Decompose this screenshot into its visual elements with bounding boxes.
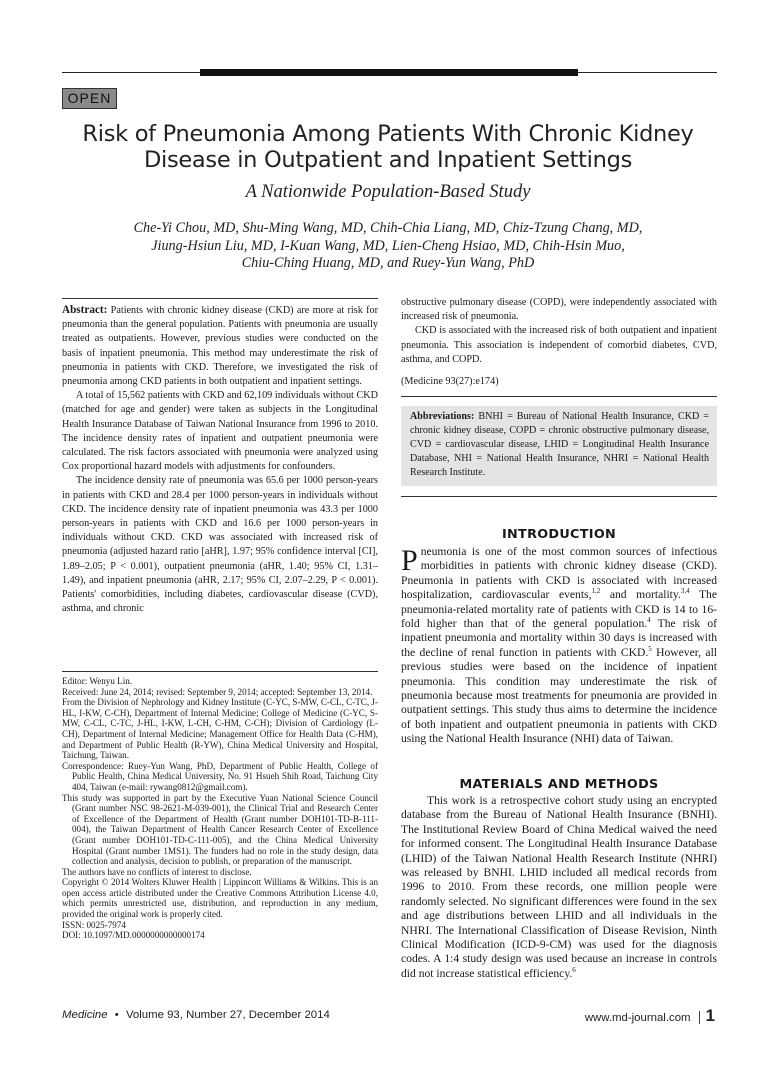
intro-text-b: and mortality. <box>600 588 681 602</box>
open-access-badge: OPEN <box>62 88 117 109</box>
abstract-top-rule <box>62 298 378 299</box>
abstract-text-1: Patients with chronic kidney disease (CKD) are more at risk for pneumonia than the general population. Patients with pneumonia are usually treated as outpatients. However, previous studies were conducted on the basis of inpatient pneumonia. This method may underestimate the risk of pneumonia in patients with CKD. Therefore, we investigated the risk of pneumonia among CKD patients in both outpatient and inpatient settings. <box>62 305 378 388</box>
abstract-paragraph-5: CKD is associated with the increased risk of both outpatient and inpatient pneumonia. This association is independent of comorbid diabetes, CVD, asthma, and COPD. <box>401 325 717 365</box>
footer-bullet: • <box>114 1009 119 1021</box>
abstract-label: Abstract: <box>62 304 108 316</box>
abstract-continued <box>401 296 717 389</box>
journal-name: Medicine <box>62 1009 108 1021</box>
article-title <box>40 121 736 173</box>
ref-1-2[interactable]: 1,2 <box>591 587 601 596</box>
issn-note: ISSN: 0025-7974 <box>62 919 126 930</box>
drop-cap: P <box>401 544 418 577</box>
introduction-heading: INTRODUCTION <box>501 527 617 542</box>
abstract-paragraph-2: A total of 15,562 patients with CKD and 62,109 individuals without CKD (matched for age and gender) were taken as subjects in the Longitudinal Health Insurance Database of Taiwan National Insurance from 1996 to 2010. The incidence density rates of inpatient and outpatient pneumonia were calculated. The risk factors associated with pneumonia were analyzed using Cox proportional hazard models with adjustments for confounders. <box>62 390 378 473</box>
footnote-rule <box>62 671 378 672</box>
page-number: 1 <box>705 1006 715 1025</box>
ref-3-4[interactable]: 3,4 <box>680 587 690 596</box>
page-footer-right <box>585 1006 715 1026</box>
methods-heading: MATERIALS AND METHODS <box>459 777 659 792</box>
issue-info: Volume 93, Number 27, December 2014 <box>125 1009 330 1021</box>
author-list <box>60 220 716 273</box>
ref-5[interactable]: 5 <box>648 644 652 653</box>
copyright-note: Copyright © 2014 Wolters Kluwer Health | Lippincott Williams & Wilkins. This is an open access article distributed under the Creative Commons Attribution License 4.0, which permits unrestricted use, distribution, and reproduction in any medium, provided the original work is properly cited. <box>62 877 378 920</box>
ref-4[interactable]: 4 <box>647 616 651 625</box>
correspondence-note: Correspondence: Ruey-Yun Wang, PhD, Department of Public Health, College of Public Health, China Medical University, No. 91 Hsueh Shih Road, Taichung City 404, Taiwan (e-mail: rywang0812@gmail.com). <box>62 760 378 792</box>
abbreviations-list: BNHI = Bureau of National Health Insurance, CKD = chronic kidney disease, COPD = chronic obstructive pulmonary disease, CVD = cardiovascular disease, LHID = Longitudinal Health Insurance Database, NHI = National Health Insurance, NHRI = National Health Research Institute. <box>410 411 709 478</box>
methods-text: This work is a retrospective cohort study using an encrypted database from the Bureau of National Health Insurance (BNHI). The Institutional Review Board of China Medical waived the need for informed consent. The Longitudinal Health Insurance Database (LHID) of the Taiwan National Health Research Institute (NHRI) was released by BNHI. LHID included all medical records from 1996 to 2010. From these records, one million people were randomly selected. No significant differences were found in the sex and age distributions between LHID and all individuals in the NHRI. The International Classification of Disease Revision, Ninth Clinical Modification (ICD-9-CM) was used for the diagnosis codes. A 1:4 study design was used because an increase in controls did not increase statistical efficiency. <box>401 794 717 980</box>
abstract-paragraph-1 <box>62 303 378 389</box>
intro-text-c: The pneumonia-related mortality rate of patients with CKD is 14 to 16-fold higher than that of the general population. <box>401 588 717 631</box>
methods-paragraph <box>401 794 717 981</box>
funding-note: This study was supported in part by the Executive Yuan National Science Council (Grant number NSC 98-2621-M-039-001), the Clinical Trial and Research Center of Excellence of the Department of Health (Grant number DOH101-TD-B-111-004), the Taiwan Department of Health Cancer Research Center of Excellence (Grant number DOH101-TD-C-111-005), and the China Medical University Hospital (Grant number 1MS1). The funders had no role in the study design, data collection and analysis, decision to publish, or preparation of the manuscript. <box>62 792 378 867</box>
authors-line-1: Che-Yi Chou, MD, Shu-Ming Wang, MD, Chih-Chia Liang, MD, Chiz-Tzung Chang, MD, <box>133 220 643 236</box>
intro-text-e: However, all previous studies were based on the incidence of inpatient pneumonia. This condition may underestimate the risk of pneumonia because most treatments for pneumonia are provided in outpatient settings. This study thus aims to determine the incidence of both inpatient and outpatient pneumonia in patients with CKD using the National Health Insurance (NHI) data of Taiwan. <box>401 645 718 746</box>
conflicts-note: The authors have no conflicts of interest to disclose. <box>62 866 252 877</box>
doi-note: DOI: 10.1097/MD.0000000000000174 <box>62 930 205 941</box>
header-bar <box>200 69 578 76</box>
editor-note: Editor: Wenyu Lin. <box>62 676 133 686</box>
footnotes <box>62 676 378 941</box>
abstract-paragraph-4: obstructive pulmonary disease (COPD), were independently associated with increased risk of pneumonia. <box>401 297 717 323</box>
abstract-bottom-rule <box>401 396 717 397</box>
abbreviations-text <box>401 406 717 480</box>
title-line-2: Disease in Outpatient and Inpatient Settings <box>143 147 632 173</box>
received-note: Received: June 24, 2014; revised: September 9, 2014; accepted: September 13, 2014. <box>62 686 373 697</box>
introduction-body <box>401 545 717 747</box>
abstract-citation: (Medicine 93(27):e174) <box>401 376 499 388</box>
ref-6[interactable]: 6 <box>572 966 576 975</box>
article-subtitle: A Nationwide Population-Based Study <box>245 182 531 202</box>
methods-body <box>401 794 717 981</box>
authors-line-2: Jiung-Hsiun Liu, MD, I-Kuan Wang, MD, Lien-Cheng Hsiao, MD, Chih-Hsin Muo, <box>151 237 625 254</box>
title-line-1: Risk of Pneumonia Among Patients With Chronic Kidney <box>82 121 694 147</box>
abstract-paragraph-3: The incidence density rate of pneumonia was 65.6 per 1000 person-years in patients with CKD and 28.4 per 1000 person-years in individuals without CKD. The incidence density rate of inpatient pneumonia was 43.3 per 1000 person-years in patients with CKD and 16.6 per 1000 person-years in individuals without CKD. CKD was associated with increased risk of pneumonia (adjusted hazard ratio [aHR], 1.97; 95% confidence interval [CI], 1.89–2.05; P < 0.001), outpatient pneumonia (aHR, 1.40; 95% CI, 1.31–1.49), and inpatient pneumonia (aHR, 2.17; 95% CI, 2.07–2.29, P < 0.001). Patients' comorbidities, including diabetes, cardiovascular disease (CVD), asthma, and chronic <box>62 475 378 615</box>
abbreviations-bottom-rule <box>401 496 717 497</box>
abbreviations-box <box>401 406 717 486</box>
affiliations-note: From the Division of Nephrology and Kidney Institute (C-YC, S-MW, C-CL, C-TC, J-HL, I-KW, C-CH), Department of Internal Medicine; College of Medicine (C-YC, S-MW, C-CL, C-TC, J-HL, I-KW, L-CH, C-HM, C-CH); Division of Cardiology (L-CH), Department of Internal Medicine; Management Office for Health Data (C-HM), and Department of Public Health (R-YW), China Medical University and Hospital, Taichung, Taiwan. <box>62 697 378 761</box>
journal-footer <box>62 1009 330 1021</box>
intro-text-d: The risk of inpatient pneumonia and mortality within 30 days is increased with the decline of renal function in patients with CKD. <box>401 617 718 659</box>
introduction-paragraph <box>401 545 717 747</box>
authors-line-3: Chiu-Ching Huang, MD, and Ruey-Yun Wang, PhD <box>241 255 535 271</box>
intro-text-a: neumonia is one of the most common sources of infectious morbidities in patients with chronic kidney disease (CKD). Pneumonia in patients with CKD is associated with increased hospitalization, cardiovascular events, <box>401 545 717 602</box>
footer-divider <box>699 1011 700 1024</box>
abbreviations-label: Abbreviations: <box>410 411 475 422</box>
journal-url[interactable]: www.md-journal.com <box>584 1012 691 1024</box>
abstract <box>62 303 378 616</box>
